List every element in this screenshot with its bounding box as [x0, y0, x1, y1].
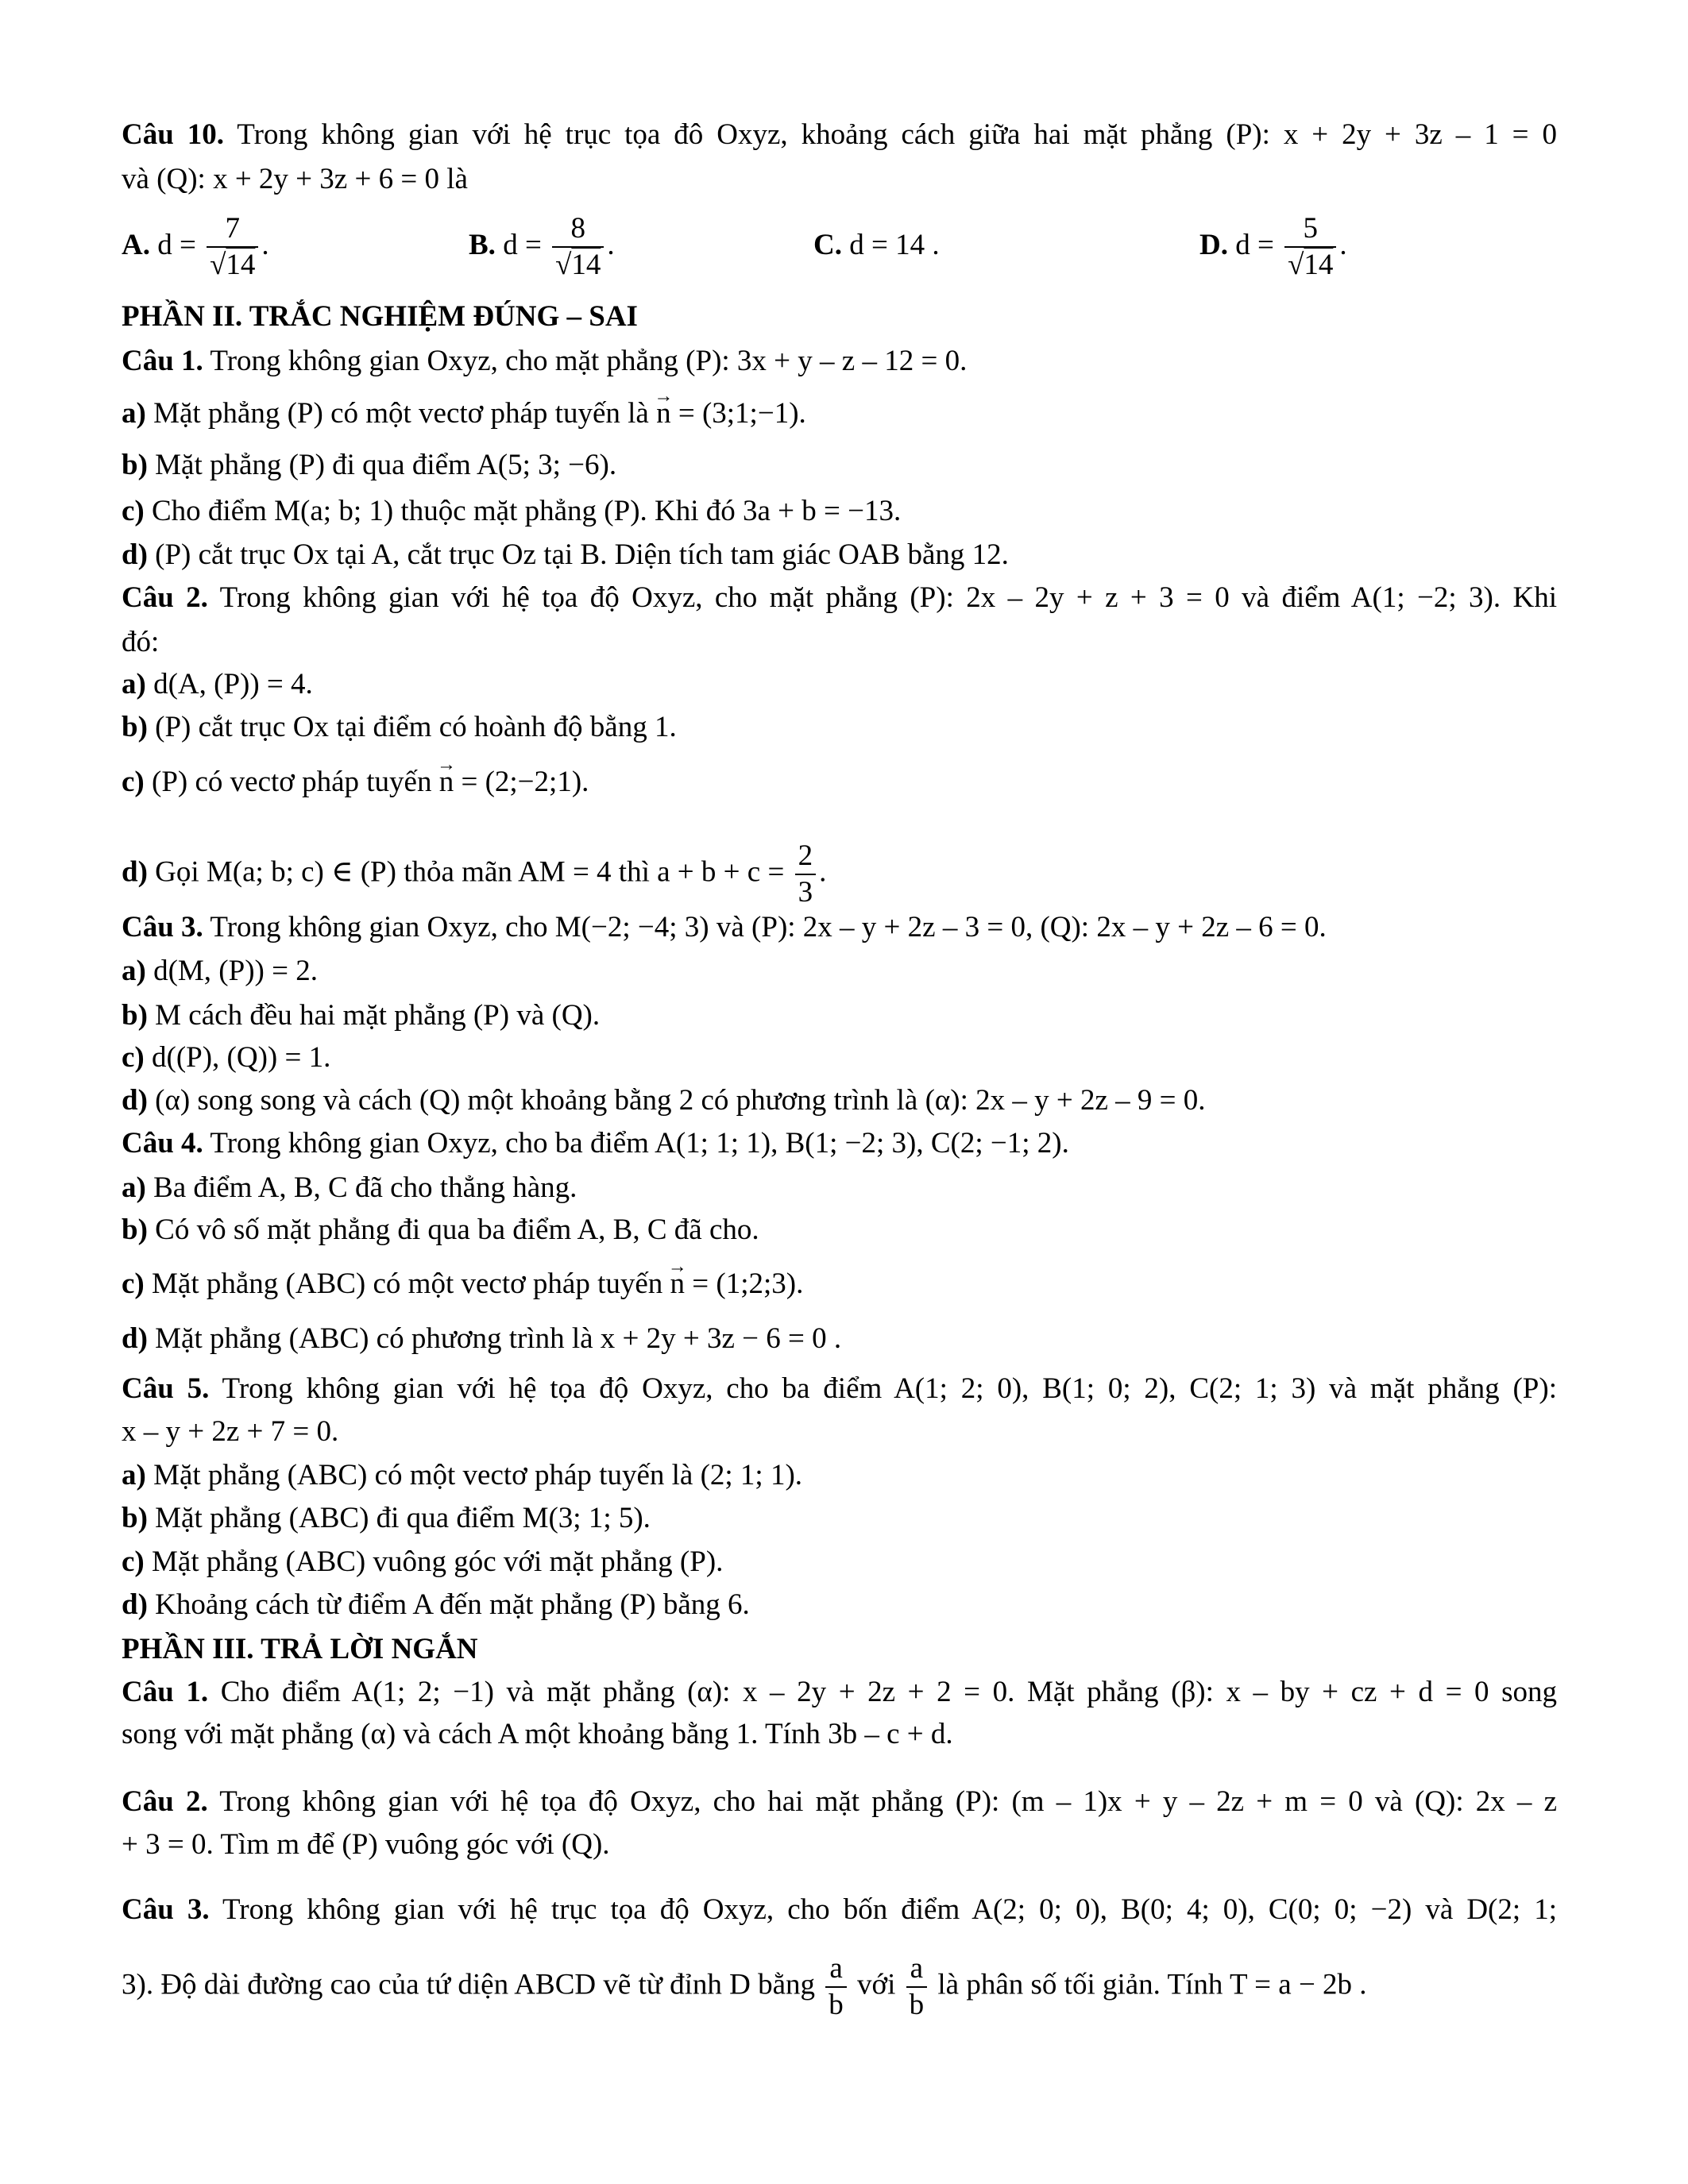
fraction-numerator: a: [910, 1951, 924, 1985]
radicand: 14: [226, 249, 256, 282]
text-line: [122, 1583, 1557, 1627]
text-line: [122, 1627, 1557, 1672]
text-line: [122, 1540, 1557, 1584]
vector-symbol: → n: [670, 1262, 686, 1306]
fraction: [906, 1951, 928, 2023]
question-label: d): [122, 855, 148, 889]
text-run: (P) có vectơ pháp tuyến: [144, 766, 439, 799]
fraction-denominator: [1284, 246, 1336, 283]
text-run: d((P), (Q)) = 1.: [144, 1041, 331, 1075]
question-label: c): [122, 1041, 145, 1075]
text-line: [122, 839, 1557, 909]
sqrt-sign-icon: √: [1288, 249, 1304, 282]
text-line: [122, 489, 1557, 534]
text-run: và (Q): x + 2y + 3z + 6 = 0 là: [122, 162, 468, 195]
question-label: c): [122, 1268, 145, 1301]
text-run: Trong không gian với hệ tọa độ Oxyz, cho hai mặt phẳng (P): (m – 1)x + y – 2z + m = 0 và (Q): 2x – z: [207, 1785, 1557, 1819]
question-label: a): [122, 1459, 146, 1492]
fraction-numerator: 2: [798, 839, 813, 873]
text-line: [122, 1367, 1557, 1411]
text-run: x – y + 2z + 7 = 0.: [122, 1414, 339, 1448]
text-line: [122, 113, 1557, 157]
text-run: .: [607, 228, 615, 261]
text-line: [122, 1780, 1557, 1824]
fraction-denominator: [552, 246, 604, 283]
vector-symbol: → n: [439, 760, 454, 805]
denominator-text: b: [909, 1988, 925, 2021]
text-line: [122, 157, 1557, 202]
text-line: [122, 1078, 1557, 1123]
question-label: B.: [469, 228, 496, 261]
text-line: [122, 533, 1557, 577]
text-run: = (2;−2;1).: [454, 766, 589, 799]
fraction-denominator: [825, 1986, 847, 2023]
fraction-numerator: 5: [1303, 212, 1319, 245]
text-line: [122, 949, 1557, 994]
text-run: Mặt phẳng (ABC) có phương trình là x + 2y + 3z − 6 = 0 .: [147, 1322, 842, 1356]
text-line: [122, 1166, 1557, 1210]
text-line: [122, 392, 1557, 436]
text-line: [122, 443, 1557, 488]
fraction: [795, 839, 817, 910]
question-label: D.: [1199, 228, 1228, 261]
question-label: Câu 10.: [122, 118, 225, 152]
text-line: [122, 705, 1557, 750]
question-label: Câu 3.: [122, 1893, 210, 1926]
text-run: đó:: [122, 625, 160, 658]
text-line: [122, 339, 1557, 384]
fraction: [1284, 211, 1336, 283]
question-label: a): [122, 955, 146, 988]
text-line: [122, 1823, 1557, 1867]
text-run: Khoảng cách từ điểm A đến mặt phẳng (P) bằng 6.: [147, 1588, 750, 1622]
text-run: Mặt phẳng (P) có một vectơ pháp tuyến là: [145, 396, 657, 430]
text-line: [122, 905, 1557, 950]
text-line: [122, 1317, 1557, 1361]
text-run: Có vô số mặt phẳng đi qua ba điểm A, B, C đã cho.: [147, 1214, 759, 1247]
text-line: [122, 620, 1557, 665]
radicand: 14: [571, 249, 601, 282]
text-run: 3). Độ dài đường cao của tứ diện ABCD vẽ từ đỉnh D bằng: [122, 1968, 823, 2001]
answer-options: [122, 212, 1557, 282]
text-run: Trong không gian với hệ tọa độ Oxyz, cho mặt phẳng (P): 2x – 2y + z + 3 = 0 và điểm A(1; −2; 3). Khi: [207, 581, 1557, 614]
answer-option: [122, 210, 269, 280]
text-run: .: [261, 228, 269, 261]
text-line: [122, 576, 1557, 620]
text-run: Mặt phẳng (ABC) có một vectơ pháp tuyến: [144, 1268, 670, 1301]
text-line: [122, 1036, 1557, 1080]
text-run: d = 14 .: [841, 228, 940, 261]
text-line: [122, 1496, 1557, 1541]
text-line: [122, 1121, 1557, 1166]
question-label: a): [122, 668, 146, 701]
text-run: .: [1339, 228, 1347, 261]
text-line: [122, 760, 1557, 805]
question-label: Câu 2.: [122, 581, 208, 614]
question-label: d): [122, 1084, 148, 1117]
question-label: Câu 1.: [122, 1675, 209, 1708]
section-heading: PHẦN II. TRẮC NGHIỆM ĐÚNG – SAI: [122, 300, 638, 334]
question-label: b): [122, 1501, 148, 1534]
question-label: Câu 2.: [122, 1785, 208, 1819]
text-run: d(A, (P)) = 4.: [145, 668, 313, 701]
text-line: [122, 1410, 1557, 1454]
text-run: (α) song song và cách (Q) một khoảng bằng 2 có phương trình là (α): 2x – y + 2z – 9 = 0.: [147, 1084, 1206, 1117]
text-run: Gọi M(a; b; c) ∈ (P) thỏa mãn AM = 4 thì a + b + c =: [147, 855, 792, 889]
text-run: song với mặt phẳng (α) và cách A một khoảng bằng 1. Tính 3b – c + d.: [122, 1718, 953, 1751]
question-label: b): [122, 998, 148, 1032]
fraction-denominator: [906, 1986, 928, 2023]
answer-option: [1199, 210, 1347, 280]
denominator-text: b: [829, 1988, 844, 2021]
text-line: [122, 1670, 1557, 1715]
text-run: d =: [1227, 228, 1282, 261]
question-label: Câu 5.: [122, 1372, 210, 1405]
denominator-text: 3: [798, 876, 813, 909]
question-label: b): [122, 449, 148, 482]
text-run: d =: [495, 228, 550, 261]
text-line: [122, 994, 1557, 1038]
text-run: + 3 = 0. Tìm m để (P) vuông góc với (Q).: [122, 1828, 610, 1862]
question-label: Câu 1.: [122, 344, 203, 377]
radicand: 14: [1304, 249, 1334, 282]
text-line: [122, 1262, 1557, 1306]
text-line: [122, 295, 1557, 339]
text-run: Mặt phẳng (ABC) vuông góc với mặt phẳng (P).: [144, 1545, 724, 1579]
text-run: Trong không gian Oxyz, cho M(−2; −4; 3) và (P): 2x – y + 2z – 3 = 0, (Q): 2x – y + 2z – 6 = 0.: [203, 910, 1327, 943]
text-run: (P) cắt trục Ox tại A, cắt trục Oz tại B. Diện tích tam giác OAB bằng 12.: [147, 538, 1009, 572]
section-heading: PHẦN III. TRẢ LỜI NGẮN: [122, 1632, 478, 1665]
text-run: Trong không gian Oxyz, cho ba điểm A(1; 1; 1), B(1; −2; 3), C(2; −1; 2).: [203, 1127, 1069, 1160]
fraction-numerator: 8: [570, 212, 585, 245]
text-line: [122, 1208, 1557, 1252]
text-run: Mặt phẳng (ABC) có một vectơ pháp tuyến là (2; 1; 1).: [145, 1459, 803, 1492]
text-run: M cách đều hai mặt phẳng (P) và (Q).: [147, 998, 601, 1032]
text-run: (P) cắt trục Ox tại điểm có hoành độ bằng 1.: [147, 711, 677, 744]
question-label: Câu 4.: [122, 1127, 203, 1160]
question-label: d): [122, 1322, 148, 1356]
question-label: b): [122, 1214, 148, 1247]
text-line: [122, 1712, 1557, 1757]
answer-option: [469, 210, 615, 280]
text-line: [122, 1951, 1557, 2021]
text-run: d(M, (P)) = 2.: [145, 955, 318, 988]
text-run: Trong không gian với hệ tọa độ Oxyz, cho ba điểm A(1; 2; 0), B(1; 0; 2), C(2; 1; 3) và mặt phẳng (P):: [209, 1372, 1557, 1405]
question-label: A.: [122, 228, 150, 261]
question-label: d): [122, 538, 148, 572]
fraction: [207, 211, 258, 283]
text-run: với: [849, 1968, 903, 2001]
text-line: [122, 1888, 1557, 1932]
question-label: c): [122, 1545, 145, 1579]
text-run: Ba điểm A, B, C đã cho thẳng hàng.: [145, 1171, 577, 1204]
fraction: [825, 1951, 847, 2023]
question-label: d): [122, 1588, 148, 1622]
fraction-numerator: 7: [225, 212, 241, 245]
text-run: là phân số tối giản. Tính T = a − 2b .: [930, 1968, 1367, 2001]
text-run: d =: [149, 228, 204, 261]
answer-option: [813, 210, 940, 280]
text-run: Cho điểm A(1; 2; −1) và mặt phẳng (α): x – 2y + 2z + 2 = 0. Mặt phẳng (β): x – by + cz + d = 0 song: [208, 1675, 1557, 1708]
sqrt-sign-icon: √: [210, 249, 226, 282]
question-label: a): [122, 396, 146, 430]
text-run: = (1;2;3).: [685, 1268, 804, 1301]
text-run: Trong không gian với hệ trục tọa độ Oxyz, cho bốn điểm A(2; 0; 0), B(0; 4; 0), C(0; 0; −2) và D(2; 1;: [209, 1893, 1557, 1926]
question-label: c): [122, 766, 145, 799]
text-run: Cho điểm M(a; b; 1) thuộc mặt phẳng (P). Khi đó 3a + b = −13.: [144, 494, 902, 527]
text-run: Trong không gian Oxyz, cho mặt phẳng (P): 3x + y – z – 12 = 0.: [203, 344, 968, 377]
text-run: Mặt phẳng (P) đi qua điểm A(5; 3; −6).: [147, 449, 617, 482]
text-run: .: [819, 855, 827, 889]
fraction: [552, 211, 604, 283]
fraction-numerator: a: [829, 1951, 843, 1985]
text-run: Trong không gian với hệ trục tọa đô Oxyz, khoảng cách giữa hai mặt phẳng (P): x + 2y + 3z – 1 = 0: [224, 118, 1557, 152]
vector-symbol: → n: [656, 392, 671, 436]
question-label: Câu 3.: [122, 910, 203, 943]
sqrt-sign-icon: √: [555, 249, 572, 282]
question-label: c): [122, 494, 145, 527]
text-line: [122, 662, 1557, 707]
question-label: b): [122, 711, 148, 744]
text-run: = (3;1;−1).: [670, 396, 806, 430]
text-line: [122, 1453, 1557, 1498]
text-run: Mặt phẳng (ABC) đi qua điểm M(3; 1; 5).: [147, 1501, 651, 1534]
question-label: C.: [813, 228, 842, 261]
fraction-denominator: [207, 246, 258, 283]
question-label: a): [122, 1171, 146, 1204]
